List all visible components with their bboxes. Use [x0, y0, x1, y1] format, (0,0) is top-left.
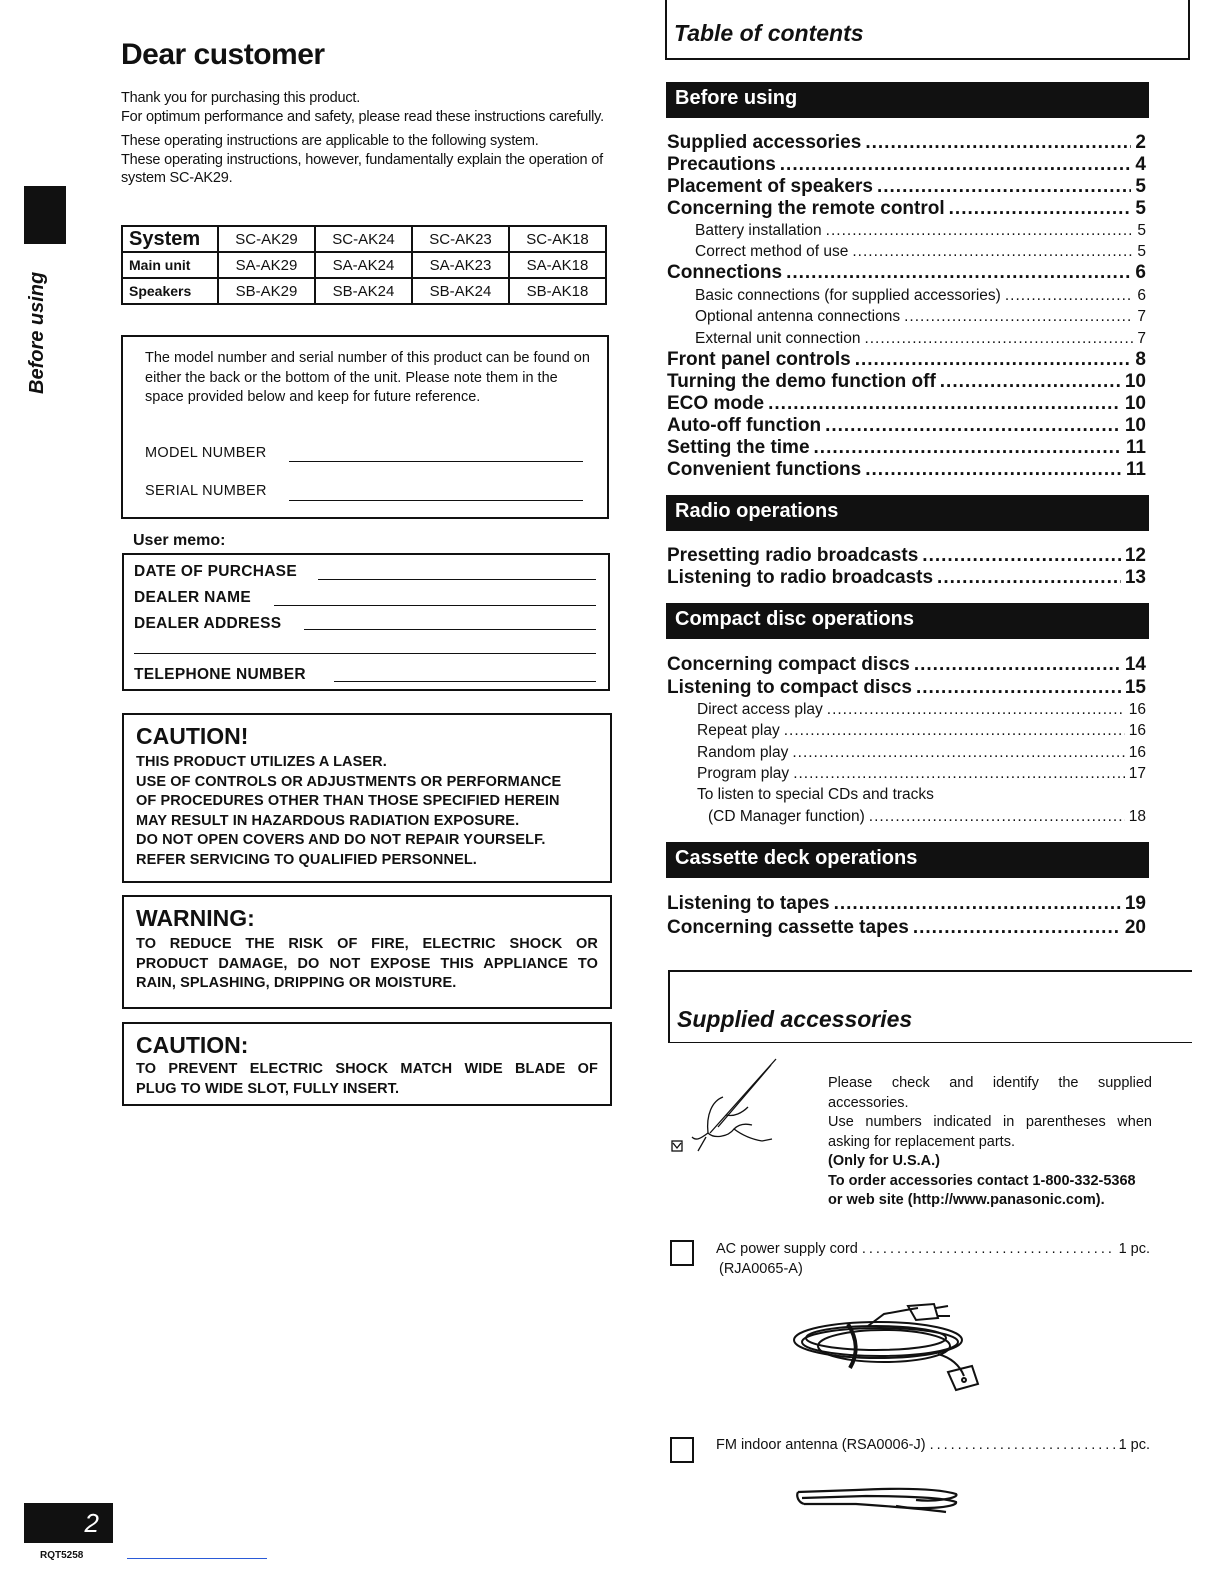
accessory-item	[716, 1241, 1150, 1257]
dealer-address-label: DEALER ADDRESS	[134, 615, 282, 632]
toc-entry-page: 7	[1137, 308, 1146, 325]
toc-entry-page: 17	[1128, 765, 1146, 782]
toc-entry-title: Program play	[697, 765, 790, 782]
table-cell: SC-AK29	[218, 226, 315, 252]
toc-entry-page: 5	[1137, 243, 1146, 260]
toc-entry-page: 5	[1137, 222, 1146, 239]
toc-entry-page: 10	[1124, 371, 1146, 392]
toc-entry-title: To listen to special CDs and tracks	[697, 786, 934, 803]
pen-writing-icon	[668, 1055, 808, 1155]
table-row	[122, 252, 606, 278]
fm-antenna-checkbox[interactable]	[670, 1437, 694, 1463]
serial-number-field[interactable]	[289, 500, 583, 501]
accessories-note-3: (Only for U.S.A.)	[828, 1153, 940, 1169]
model-number-label: MODEL NUMBER	[145, 445, 267, 461]
toc-subentry[interactable]	[695, 330, 1146, 348]
table-cell: SA-AK29	[218, 252, 315, 278]
section-compact-disc-operations: Compact disc operations	[666, 603, 1149, 639]
caution-line: TO PREVENT ELECTRIC SHOCK MATCH WIDE BLADE OF	[136, 1061, 598, 1077]
table-row	[122, 226, 606, 252]
toc-entry[interactable]	[667, 371, 1146, 393]
toc-entry-page: 20	[1124, 917, 1146, 938]
toc-entry-page: 6	[1135, 262, 1146, 283]
caution-line: OF PROCEDURES OTHER THAN THOSE SPECIFIED HEREIN	[136, 793, 560, 809]
accessory-item-qty: 1 pc.	[1118, 1241, 1150, 1257]
toc-subentry[interactable]	[695, 222, 1146, 240]
table-row	[122, 278, 606, 304]
table-cell: SC-AK23	[412, 226, 509, 252]
intro-line-2: For optimum performance and safety, please read these instructions carefully.	[121, 108, 604, 125]
toc-entry[interactable]	[667, 415, 1146, 437]
side-tab-block	[24, 186, 66, 244]
toc-entry[interactable]	[667, 545, 1146, 567]
toc-entry-page: 4	[1135, 154, 1146, 175]
toc-entry-page: 12	[1124, 545, 1146, 566]
toc-entry-title: Placement of speakers	[667, 176, 873, 197]
toc-entry-title: External unit connection	[695, 330, 861, 347]
toc-entry[interactable]	[667, 459, 1146, 481]
toc-entry-page: 19	[1124, 893, 1146, 914]
serial-number-label: SERIAL NUMBER	[145, 483, 267, 499]
warning-box	[122, 895, 612, 1009]
toc-entry-page: 13	[1124, 567, 1146, 588]
accessories-note-4: To order accessories contact 1-800-332-5368 or web site (http://www.panasonic.com).	[828, 1172, 1136, 1208]
caution-shock-box	[122, 1022, 612, 1106]
toc-entry-title: Front panel controls	[667, 349, 851, 370]
toc-entry-title: Presetting radio broadcasts	[667, 545, 919, 566]
toc-entry-page: 18	[1128, 808, 1146, 825]
toc-entry-title: Concerning the remote control	[667, 198, 945, 219]
caution-line: REFER SERVICING TO QUALIFIED PERSONNEL.	[136, 851, 477, 868]
toc-entry-title: Listening to radio broadcasts	[667, 567, 934, 588]
intro-line-1: Thank you for purchasing this product.	[121, 90, 361, 106]
toc-entry-page: 16	[1128, 701, 1146, 718]
toc-entry-page: 15	[1124, 677, 1146, 698]
table-cell: SC-AK24	[315, 226, 412, 252]
toc-entry-title: Concerning compact discs	[667, 654, 910, 675]
telephone-number-field[interactable]	[334, 681, 596, 682]
caution-line: PLUG TO WIDE SLOT, FULLY INSERT.	[136, 1080, 400, 1097]
accessory-item-name: FM indoor antenna (RSA0006-J)	[716, 1437, 926, 1453]
toc-entry-title: Listening to compact discs	[667, 677, 912, 698]
toc-entry[interactable]	[667, 917, 1146, 939]
side-tab-label: Before using	[26, 271, 48, 394]
dealer-name-field[interactable]	[274, 605, 596, 606]
toc-entry-page: 6	[1137, 287, 1146, 304]
date-of-purchase-field[interactable]	[318, 579, 596, 580]
toc-entry-title: Basic connections (for supplied accessories)	[695, 287, 1001, 304]
toc-title: Table of contents	[674, 20, 864, 46]
section-cassette-deck-operations: Cassette deck operations	[666, 842, 1149, 878]
toc-subentry[interactable]	[708, 808, 1146, 826]
toc-entry[interactable]	[667, 437, 1146, 459]
toc-entry-title: (CD Manager function)	[708, 808, 865, 825]
table-cell: SC-AK18	[509, 226, 606, 252]
toc-entry-title: Direct access play	[697, 701, 823, 718]
model-number-box	[121, 335, 609, 519]
intro-line-3: These operating instructions are applicable to the following system.	[121, 133, 539, 149]
page-title: Dear customer	[121, 38, 325, 71]
accessories-title: Supplied accessories	[677, 1006, 913, 1032]
warning-line: RAIN, SPLASHING, DRIPPING OR MOISTURE.	[136, 975, 457, 991]
toc-entry-title: Precautions	[667, 154, 776, 175]
toc-entry-title: Optional antenna connections	[695, 308, 901, 325]
caution-line: DO NOT OPEN COVERS AND DO NOT REPAIR YOURSELF.	[136, 832, 546, 848]
warning-text	[136, 935, 598, 994]
caution-shock-text	[136, 1060, 598, 1099]
toc-subentry[interactable]	[697, 744, 1146, 762]
toc-entry-page: 11	[1125, 459, 1146, 480]
toc-entry[interactable]	[667, 393, 1146, 415]
caution-shock-heading: CAUTION:	[136, 1032, 249, 1058]
accessories-note	[828, 1074, 1152, 1211]
toc-entry[interactable]	[667, 198, 1146, 220]
toc-entry-title: Convenient functions	[667, 459, 862, 480]
document-code: RQT5258	[40, 1550, 84, 1561]
toc-entry-page: 11	[1125, 437, 1146, 458]
table-cell: SA-AK18	[509, 252, 606, 278]
toc-entry[interactable]	[667, 349, 1146, 371]
dealer-name-label: DEALER NAME	[134, 589, 251, 606]
toc-entry-title: Concerning cassette tapes	[667, 917, 909, 938]
model-number-field[interactable]	[289, 461, 583, 462]
table-row-label: Main unit	[122, 252, 218, 278]
caution-line: USE OF CONTROLS OR ADJUSTMENTS OR PERFORMANCE	[136, 773, 562, 790]
toc-subentry[interactable]	[695, 287, 1146, 305]
accessories-note-2: Use numbers indicated in parentheses when asking for replacement parts.	[828, 1114, 1152, 1150]
toc-entry-title: Setting the time	[667, 437, 810, 458]
toc-entry-page: 14	[1124, 654, 1146, 675]
toc-entry[interactable]	[667, 567, 1146, 589]
dealer-address-field-2[interactable]	[134, 653, 596, 654]
date-of-purchase-label: DATE OF PURCHASE	[134, 563, 297, 580]
toc-entry-title: Connections	[667, 262, 783, 283]
toc-entry-page: 10	[1124, 415, 1146, 436]
toc-entry-page: 16	[1128, 722, 1146, 739]
table-cell: SA-AK23	[412, 252, 509, 278]
toc-entry-page: 2	[1135, 132, 1146, 153]
intro-text	[121, 89, 611, 194]
toc-entry-title: Random play	[697, 744, 789, 761]
toc-subentry[interactable]	[695, 308, 1146, 326]
caution-line: MAY RESULT IN HAZARDOUS RADIATION EXPOSURE.	[136, 812, 520, 829]
toc-entry-title: Battery installation	[695, 222, 822, 239]
toc-entry[interactable]	[667, 176, 1146, 198]
toc-entry[interactable]	[667, 262, 1146, 284]
toc-subentry[interactable]	[697, 765, 1146, 783]
user-memo-title: User memo:	[133, 532, 226, 549]
caution-line: THIS PRODUCT UTILIZES A LASER.	[136, 754, 387, 770]
table-row-label: Speakers	[122, 278, 218, 304]
telephone-number-label: TELEPHONE NUMBER	[134, 666, 306, 683]
toc-subentry[interactable]	[697, 701, 1146, 719]
footer-rule	[127, 1558, 267, 1559]
user-memo-box	[122, 553, 610, 691]
table-cell: SB-AK18	[509, 278, 606, 304]
toc-entry-page: 5	[1135, 176, 1146, 197]
table-cell: SB-AK24	[315, 278, 412, 304]
accessory-item-qty: 1 pc.	[1118, 1437, 1150, 1453]
warning-line: PRODUCT DAMAGE, DO NOT EXPOSE THIS APPLIANCE TO	[136, 955, 598, 972]
toc-entry-page: 7	[1137, 330, 1146, 347]
toc-subentry[interactable]	[697, 786, 1146, 804]
power-cord-illustration	[788, 1296, 980, 1392]
toc-entry-title: Auto-off function	[667, 415, 822, 436]
ac-cord-checkbox[interactable]	[670, 1240, 694, 1266]
model-box-text: The model number and serial number of this product can be found on either the back or the bottom of the unit. Please note them in the space provided below and keep for future reference.	[145, 350, 590, 405]
toc-entry[interactable]	[667, 132, 1146, 154]
caution-laser-heading: CAUTION!	[136, 723, 249, 749]
table-cell: SB-AK29	[218, 278, 315, 304]
table-cell: SA-AK24	[315, 252, 412, 278]
toc-entry-title: Supplied accessories	[667, 132, 862, 153]
systems-table	[121, 225, 607, 305]
toc-entry[interactable]	[667, 154, 1146, 176]
section-before-using: Before using	[666, 82, 1149, 118]
warning-heading: WARNING:	[136, 905, 255, 931]
table-row-label: System	[122, 226, 218, 252]
accessory-item-code: (RJA0065-A)	[719, 1261, 803, 1277]
caution-laser-box	[122, 713, 612, 883]
accessory-item	[716, 1437, 1150, 1453]
toc-entry[interactable]	[667, 893, 1146, 915]
toc-entry[interactable]	[667, 654, 1146, 676]
toc-entry-title: Listening to tapes	[667, 893, 830, 914]
toc-entry-title: Repeat play	[697, 722, 780, 739]
toc-subentry[interactable]	[695, 243, 1146, 261]
toc-entry[interactable]	[667, 677, 1146, 699]
accessory-item-name: AC power supply cord	[716, 1241, 858, 1257]
toc-entry-page: 8	[1135, 349, 1146, 370]
toc-entry-title: ECO mode	[667, 393, 765, 414]
toc-entry-page: 10	[1124, 393, 1146, 414]
section-radio-operations: Radio operations	[666, 495, 1149, 531]
toc-entry-page: 16	[1128, 744, 1146, 761]
table-cell: SB-AK24	[412, 278, 509, 304]
fm-antenna-illustration	[796, 1484, 962, 1514]
toc-entry-title: Correct method of use	[695, 243, 849, 260]
intro-line-4: These operating instructions, however, fundamentally explain the operation of system SC-AK29.	[121, 151, 603, 186]
toc-subentry[interactable]	[697, 722, 1146, 740]
page-number: 2	[24, 1503, 113, 1543]
accessories-note-1: Please check and identify the supplied accessories.	[828, 1075, 1152, 1111]
toc-entry-page: 5	[1135, 198, 1146, 219]
dealer-address-field[interactable]	[304, 629, 596, 630]
warning-line: TO REDUCE THE RISK OF FIRE, ELECTRIC SHOCK OR	[136, 936, 598, 952]
toc-entry-title: Turning the demo function off	[667, 371, 936, 392]
caution-laser-text	[136, 753, 561, 870]
